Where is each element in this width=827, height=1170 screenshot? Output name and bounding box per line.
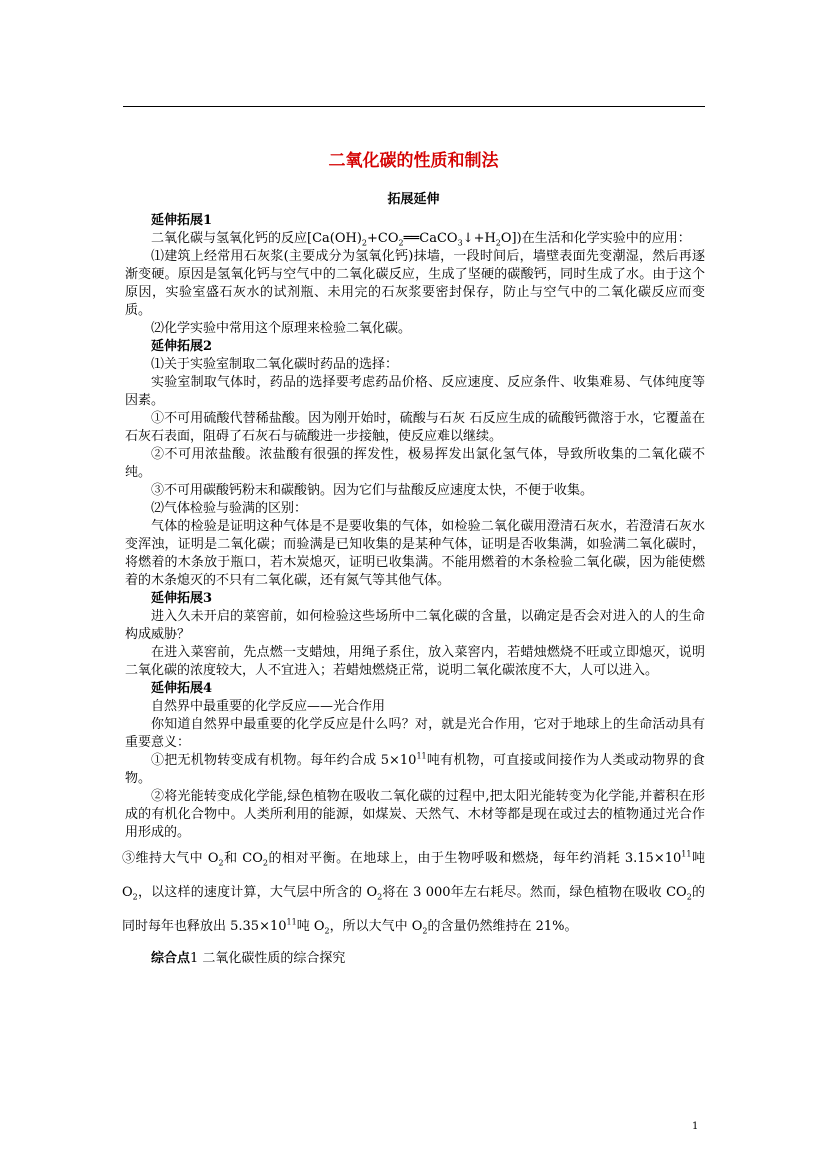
paragraph-test-vs-full: ⑵气体检验与验满的区别：	[151, 501, 308, 516]
synthesis-point	[125, 950, 705, 968]
paragraph-organic-matter: ①把无机物转变成有机物。每年约合成 $5\times 10^{11}$吨有机物，可直接或间接作为人类或动物界的食物。	[125, 751, 705, 786]
paragraph-reaction: 二氧化碳与氢氧化钙的反应$[Ca(OH)_2+CO_2══CaCO_3↓+H_2O]$)在生活和化学实验中的应用：	[151, 231, 691, 248]
paragraph-light-energy: ②将光能转变成化学能,绿色植物在吸收二氧化碳的过程中,把太阳光能转变为化学能,并蓄积在形成的有机化合物中。人类所利用的能源，如煤炭、天然气、木材等都是现在或过去的植物通过光合作用形成的。	[125, 789, 705, 840]
paragraph-no-sulfuric-acid: ①不可用硫酸代替稀盐酸。因为刚开始时，硫酸与石灰 石反应生成的硫酸钙微溶于水，它覆盖在石灰石表面，阻碍了石灰石与硫酸进一步接触，使反应难以继续。	[125, 411, 705, 444]
document-body	[122, 212, 705, 968]
section-subtitle: 拓展延伸	[387, 192, 440, 207]
paragraph-reagent-factors: 实验室制取气体时，药品的选择要考虑药品价格、反应速度、反应条件、收集难易、气体纯度等因素。	[125, 375, 705, 408]
paragraph-photosynthesis-intro: 你知道自然界中最重要的化学反应是什么吗？对，就是光合作用，它对于地球上的生命活动具有重要意义：	[125, 717, 705, 750]
paragraph-gas-test: 气体的检验是证明这种气体是不是要收集的气体，如检验二氧化碳用澄清石灰水，若澄清石灰水变浑浊，证明是二氧化碳；而验满是已知收集的是某种气体，证明是否收集满，如验满二氧化碳时，将燃着的木条放于瓶口，若木炭熄灭，证明已收集满。不能用燃着的木条检验二氧化碳，因为能使燃着的木条熄灭的不只有二氧化碳，还有氮气等其他气体。	[125, 519, 705, 588]
document-title: 二氧化碳的性质和制法	[328, 151, 499, 171]
paragraph-cellar-answer: 在进入菜窖前，先点燃一支蜡烛，用绳子系住，放入菜窖内，若蜡烛燃烧不旺或立即熄灭，说明二氧化碳的浓度较大，人不宜进入；若蜡烛燃烧正常，说明二氧化碳浓度不大，人可以进入。	[125, 645, 705, 678]
heading-extension-1: 延伸拓展1	[151, 213, 213, 228]
synthesis-text: 1 二氧化碳性质的综合探究	[190, 951, 346, 966]
paragraph-no-concentrated-hcl: ②不可用浓盐酸。浓盐酸有很强的挥发性，极易挥发出氯化氢气体，导致所收集的二氧化碳不纯。	[125, 447, 705, 480]
page-number: 1	[692, 1121, 699, 1132]
paragraph-photosynthesis-title: 自然界中最重要的化学反应——光合作用	[151, 699, 386, 714]
header-rule	[123, 106, 705, 107]
synthesis-label: 综合点	[151, 951, 191, 966]
paragraph-atmosphere-balance: ③维持大气中 $O_2$和 $CO_2$的相对平衡。在地球上，由于生物呼吸和燃烧，每年约消耗 $3.15\times 10^{11}$吨 $O_2$，以这样的速度计算，大气层中所含的 $O_2$将在 3 000年左右耗尽。然而，绿色植物在吸收 $CO_2$的同时每年也释放出 $5.35\times 10^{11}$吨 $O_2$，所以大气中 $O_2$的含量仍然维持在 21%。	[122, 849, 705, 936]
paragraph-reagent-selection: ⑴关于实验室制取二氧化碳时药品的选择：	[151, 357, 399, 372]
heading-extension-3: 延伸拓展3	[151, 591, 213, 606]
paragraph-co2-test: ⑵化学实验中常用这个原理来检验二氧化碳。	[151, 321, 412, 336]
paragraph-lime-plaster: ⑴建筑上经常用石灰浆(主要成分为氢氧化钙)抹墙，一段时间后，墙壁表面先变潮湿，然后再逐渐变硬。原因是氢氧化钙与空气中的二氧化碳反应，生成了坚硬的碳酸钙，同时生成了水。由于这个原因，实验室盛石灰水的试剂瓶、未用完的石灰浆要密封保存，防止与空气中的二氧化碳反应而变质。	[125, 249, 705, 318]
heading-extension-2: 延伸拓展2	[151, 339, 213, 354]
paragraph-no-powder: ③不可用碳酸钙粉末和碳酸钠。因为它们与盐酸反应速度太快，不便于收集。	[151, 483, 594, 498]
paragraph-cellar-question: 进入久未开启的菜窖前，如何检验这些场所中二氧化碳的含量，以确定是否会对进入的人的生命构成威胁？	[125, 609, 705, 642]
heading-extension-4: 延伸拓展4	[151, 681, 213, 696]
